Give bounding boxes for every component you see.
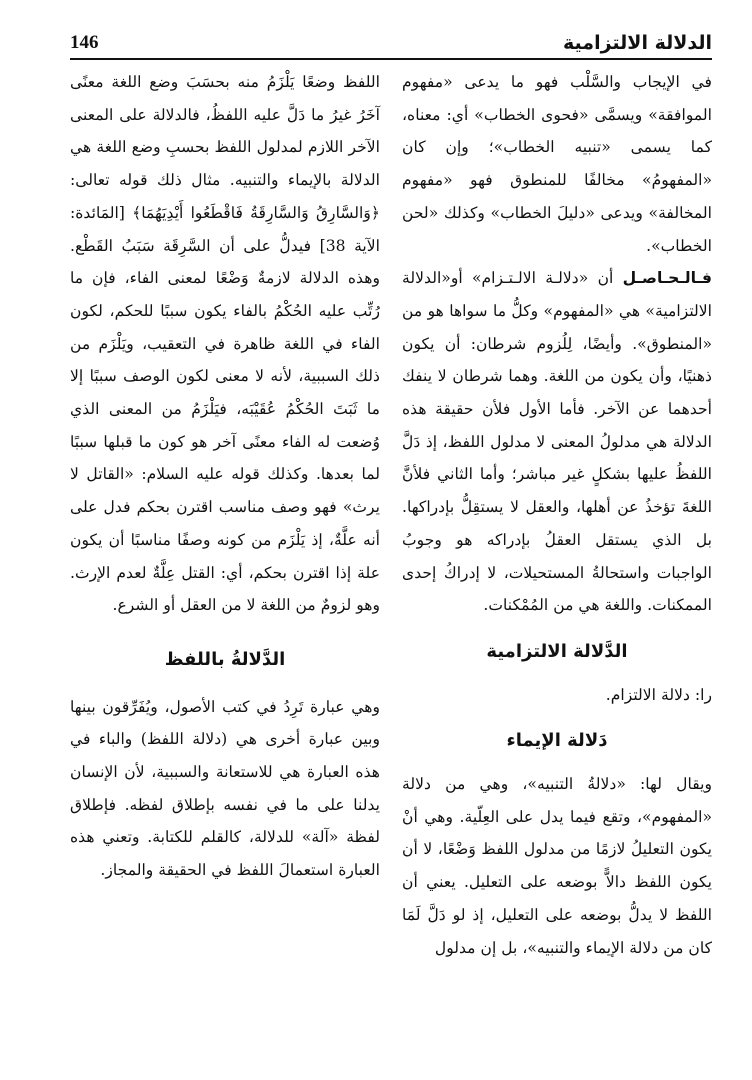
paragraph-mafhum-continuation: في الإيجاب والسَّلْب فهو ما يدعى «مفهوم الموافقة» ويسمَّى «فحوى الخطاب» أي: معناه، كما يسمى «تنبيه الخطاب»؛ وإن كان «المفهومُ» مخالفًا للمنطوق فهو «مفهوم المخالفة» ويدعى «دليلَ الخطاب» وكذلك «لحن الخطاب».	[402, 73, 712, 255]
right-column	[402, 66, 712, 1066]
paragraph-imaa: ويقال لها: «دلالةُ التنبيه»، وهي من دلالة «المفهوم»، وتقع فيما يدل على العِلّية. وهي أنْ يكون التعليلُ لازمًا من مدلول اللفظ وَضْعًا، لا أن يكون اللفظ دالاًّ بوضعه على التعليل. يعني أن اللفظ لا يدلُّ بوضعه على التعليل، إذ لو دَلَّ لَمَا كان من دلالة الإيماء والتنبيه»، بل إن مدلول	[402, 775, 712, 957]
entry-heading-imaa: دَلالة الإيماء	[506, 730, 608, 752]
paragraph-imaa-continuation: اللفظ وضعًا يَلْزَمُ منه بحسَبَ وضع اللغة معنًى آخَرُ غيرُ ما دَلَّ عليه اللفظُ، فالدلالة على المعنى الآخر اللازم لمدلول اللفظ بحسبِ وضع اللغة هي الدلالة بالإيماء والتنبيه. مثال ذلك قوله تعالى: ﴿وَالسَّارِقُ وَالسَّارِقَةُ فَاقْطَعُوا أَيْدِيَهُمَا﴾ [المَائدة: الآية 38] فيدلُّ على أن السَّرِقَة سَبَبُ القَطْع. وهذه الدلالة لازمةٌ وَضْعًا لمعنى الفاء، فإن ما رُتِّب عليه الحُكْمُ بالفاء يكون سببًا للحكم، لكون الفاء في اللغة ظاهرة في التعقيب، ويَلْزَم من ذلك السببية، لأنه لا معنى لكون الوصف سببًا إلا ما ثَبَتَ الحُكْمُ عُقَيْبَه، فيَلْزَمُ من المعنى الذي وُضعت له الفاء معنًى آخر هو كون ما قبلها سببًا لما بعدها. وكذلك قوله عليه السلام: «القاتل لا يرث» فهو وصف مناسب اقترن بحكم فدل على أنه علَّةٌ، إذ يَلْزَم من كونه وصفًا مناسبًا أن يكون علة إذا اقترن بحكم، أي: القتل عِلَّةٌ لعدم الإرث. وهو لزومٌ من اللغة لا من العقل أو الشرع.	[70, 73, 381, 615]
paragraph-bil-lafz: وهي عبارة تَرِدُ في كتب الأصول، ويُفَرِّقون بينها وبين عبارة أخرى هي (دلالة اللفظ) والباء في هذه العبارة هي للاستعانة والسببية، لأن الإنسان يدلنا على ما في نفسه بإطلاق لفظه. فإطلاق لفظة «آلة» للدلالة، كالقلم للكتابة. وتعني هذه العبارة استعمالَ اللفظ في الحقيقة والمجاز.	[70, 697, 380, 880]
paragraph-conclusion	[402, 262, 712, 622]
entry-heading-bil-lafz: الدَّلالةُ باللفظ	[164, 648, 286, 670]
left-column	[70, 66, 380, 1066]
conclusion-lead: فـالـحـاصـل	[622, 269, 712, 288]
running-header	[70, 24, 712, 54]
conclusion-body: أن «دلالـة الالـتـزام» أو«الدلالة الالتزامية» هي «المفهوم» وكلُّ ما سواها هو من «المنطوق». وأيضًا، لِلُزوم شرطان: أن يكون ذهنيًا، وأن يكون من اللغة. وهما شرطان لا ينفك أحدهما عن الآخر. فأما الأول فلأن حقيقة هذه الدلالة هي مدلولُ المعنى لا مدلول اللفظ، إذ دَلَّ اللفظُ عليها بشكلٍ غير مباشر؛ وأما الثاني فلأنَّ اللغةَ تؤخذُ عن أهلها، والعقل لا يستقِلُّ بإدراكها. بل الذي يستقل العقلُ بإدراكه هو وجوبُ الواجبات واستحالةُ المستحيلات، لا إدراكُ إحدى الممكنات. واللغة هي من المُمْكنات.	[402, 269, 712, 615]
text-columns	[70, 66, 712, 1066]
page-number: 146	[70, 32, 99, 53]
cross-reference: را: دلالة الالتزام.	[605, 685, 712, 704]
header-rule	[70, 58, 712, 60]
running-header-title: الدلالة الالتزامية	[563, 32, 712, 54]
entry-heading-iltizamiyya: الدَّلالة الالتزامية	[486, 640, 628, 662]
